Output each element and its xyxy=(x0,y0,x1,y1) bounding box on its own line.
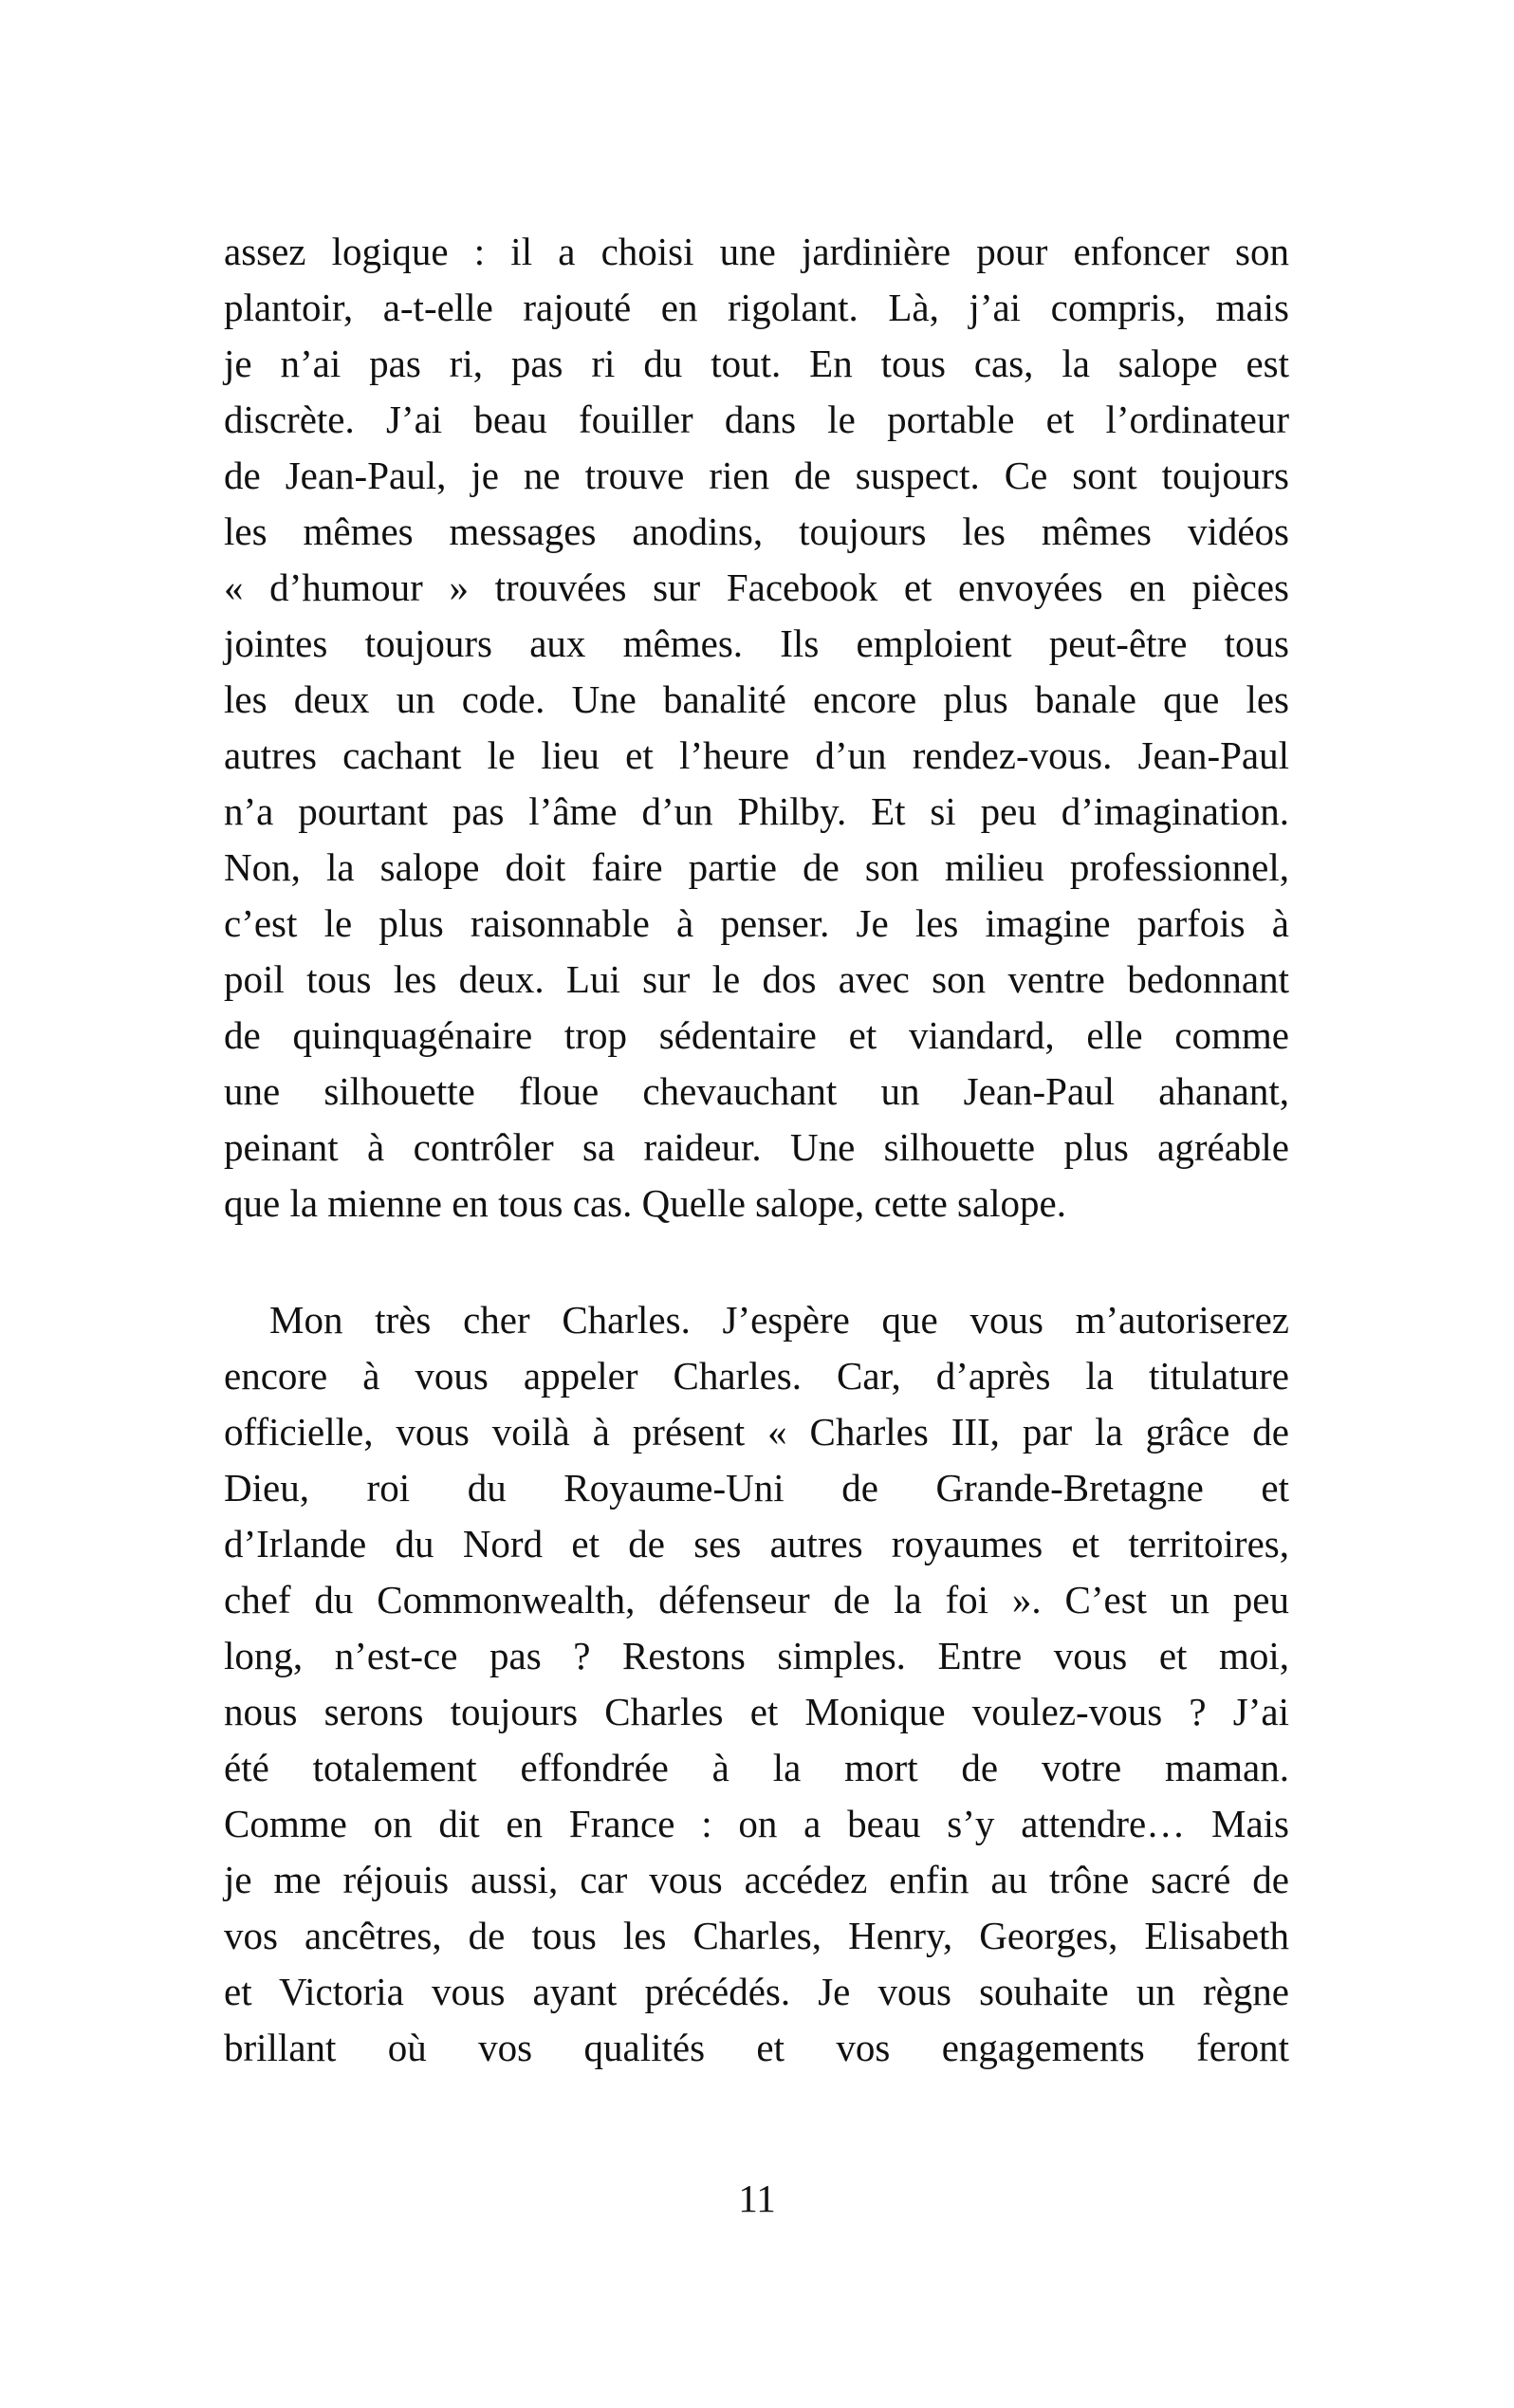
text-line: une silhouette floue chevauchant un Jean-Paul ahanant, xyxy=(224,1069,1289,1113)
text-line: je me réjouis aussi, car vous accédez enfin au trône sacré de xyxy=(224,1858,1289,1901)
page-number: 11 xyxy=(738,2176,776,2220)
text-line: autres cachant le lieu et l’heure d’un rendez-vous. Jean-Paul xyxy=(224,733,1289,777)
text-line: brillant où vos qualités et vos engagements feront xyxy=(224,2026,1289,2069)
text-line: été totalement effondrée à la mort de votre maman. xyxy=(224,1746,1289,1789)
text-line: officielle, vous voilà à présent « Charles III, par la grâce de xyxy=(224,1410,1289,1454)
text-line: et Victoria vous ayant précédés. Je vous souhaite un règne xyxy=(224,1970,1289,2013)
text-line: chef du Commonwealth, défenseur de la foi ». C’est un peu xyxy=(224,1578,1289,1621)
text-line: « d’humour » trouvées sur Facebook et envoyées en pièces xyxy=(224,565,1289,609)
text-line: n’a pourtant pas l’âme d’un Philby. Et si peu d’imagination. xyxy=(224,789,1289,833)
text-line: poil tous les deux. Lui sur le dos avec son ventre bedonnant xyxy=(224,957,1289,1001)
text-line: Non, la salope doit faire partie de son milieu professionnel, xyxy=(224,845,1289,889)
text-line: nous serons toujours Charles et Monique voulez-vous ? J’ai xyxy=(224,1690,1289,1733)
text-line: plantoir, a-t-elle rajouté en rigolant. Là, j’ai compris, mais xyxy=(224,286,1289,329)
text-line: discrète. J’ai beau fouiller dans le portable et l’ordinateur xyxy=(224,398,1289,441)
text-line: assez logique : il a choisi une jardinière pour enfoncer son xyxy=(224,230,1289,273)
paragraph-2 xyxy=(224,1292,1289,2076)
text-line: les deux un code. Une banalité encore plus banale que les xyxy=(224,677,1289,721)
text-line: je n’ai pas ri, pas ri du tout. En tous cas, la salope est xyxy=(224,342,1289,385)
text-line: vos ancêtres, de tous les Charles, Henry, Georges, Elisabeth xyxy=(224,1914,1289,1957)
paragraph-1 xyxy=(224,224,1289,1232)
text-line: peinant à contrôler sa raideur. Une silhouette plus agréable xyxy=(224,1125,1289,1169)
text-line: long, n’est-ce pas ? Restons simples. Entre vous et moi, xyxy=(224,1634,1289,1677)
text-line: de quinquagénaire trop sédentaire et viandard, elle comme xyxy=(224,1013,1289,1057)
text-line: Comme on dit en France : on a beau s’y attendre… Mais xyxy=(224,1802,1289,1845)
text-line: c’est le plus raisonnable à penser. Je les imagine parfois à xyxy=(224,901,1289,945)
text-line: Mon très cher Charles. J’espère que vous m’autoriserez xyxy=(269,1298,1289,1342)
text-line: encore à vous appeler Charles. Car, d’après la titulature xyxy=(224,1354,1289,1398)
text-line: que la mienne en tous cas. Quelle salope, cette salope. xyxy=(224,1181,1067,1225)
text-line: de Jean-Paul, je ne trouve rien de suspect. Ce sont toujours xyxy=(224,454,1289,497)
text-line: d’Irlande du Nord et de ses autres royaumes et territoires, xyxy=(224,1522,1289,1565)
text-line: jointes toujours aux mêmes. Ils emploient peut-être tous xyxy=(224,621,1289,665)
text-line: les mêmes messages anodins, toujours les mêmes vidéos xyxy=(224,509,1289,553)
text-line: Dieu, roi du Royaume-Uni de Grande-Bretagne et xyxy=(224,1466,1289,1510)
